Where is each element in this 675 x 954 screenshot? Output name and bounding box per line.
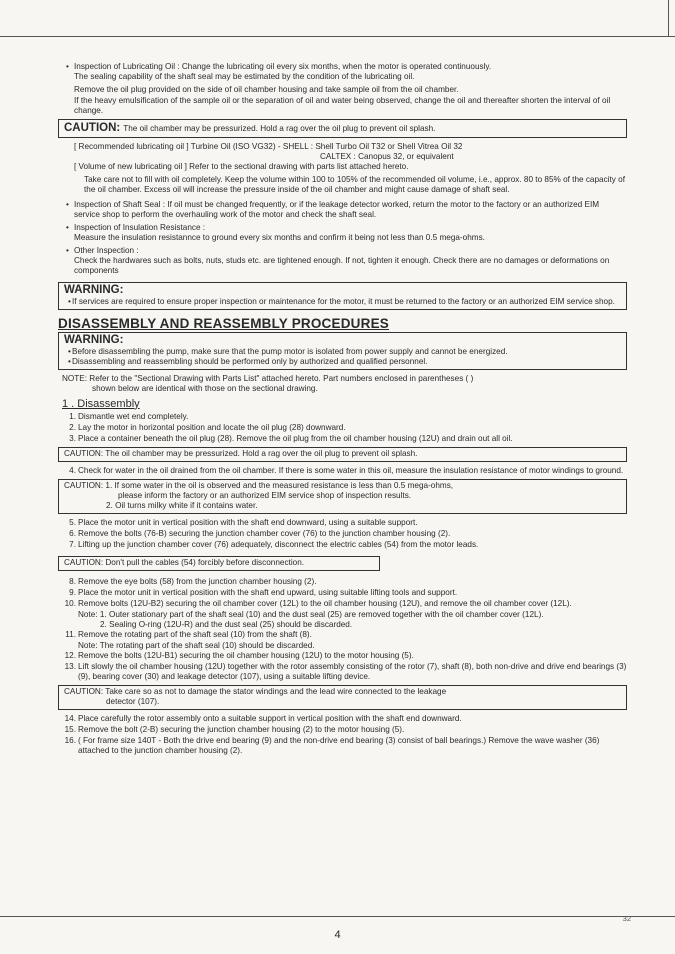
recommended-oil [62,142,627,172]
warning-box-disassembly [58,332,627,370]
warning-services-span: If services are required to ensure proper inspection or maintenance for the motor, it must be returned to the factory or an authorized EIM service shop. [72,296,615,306]
lubricating-oil-bullet [62,62,627,82]
step-text: Place the motor unit in vertical position with the shaft end upward, using suitable lifting tools and support. [78,588,458,598]
step-16 [62,736,627,756]
steps-12-13 [62,651,627,682]
other-text: Check the hardwares such as bolts, nuts, studs etc. are tightened enough. If not, tighten it enough. Check there are no damages or deformations on components [74,256,610,276]
warning-services-text [64,297,621,307]
step11-note: Note: The rotating part of the shaft seal (10) should be discarded. [78,641,315,651]
caution3-line-3: 2. Oil turns milky white if it contains water. [106,501,258,511]
insulation-text: Measure the insulation resistannce to ground every six months and confirm it being not less than 0.5 mega-ohms. [74,233,485,243]
step-num: 15. [64,725,76,735]
step-text: Check for water in the oil drained from the oil chamber. If there is some water in this oil, measure the insulation resistance of motor windings to ground. [78,466,624,476]
step-13 [62,662,627,682]
content-area [58,62,627,757]
step-num: 6. [69,529,76,539]
step-num: 9. [69,588,76,598]
step-3 [62,434,627,444]
caution-box-stator [58,685,627,710]
step-num: 3. [69,434,76,444]
lub-line-2: The sealing capability of the shaft seal may be estimated by the condition of the lubricating oil. [74,72,415,81]
page-number-small: 32 [622,914,631,923]
step-text: Place a container beneath the oil plug (28). Remove the oil plug from the oil chamber housing (12U) and drain out all oil. [78,434,513,444]
caution-box-oil-pressure [58,119,627,138]
step-text: Lift slowly the oil chamber housing (12U) together with the rotor assembly consisting of the rotor (7), shaft (8), both non-drive and drive end bearings (3) (9), bearing cover (30) and leakage detector (107), using a suitable lifting device. [78,662,627,682]
step-10 [62,599,627,609]
step-8 [62,577,627,587]
lub-para-block [62,85,627,116]
warning-box-services [58,282,627,310]
subsection-disassembly: 1 . Disassembly [62,397,140,410]
caution-box-water [58,479,627,514]
caution5-line-1: CAUTION: Take care so as not to damage the stator windings and the lead wire connected to the leakage [64,687,447,697]
step-7 [62,540,627,550]
step-text: Remove the bolts (12U-B1) securing the oil chamber housing (12U) to the motor housing (5). [78,651,414,661]
step-9 [62,588,627,598]
shaft-seal-bullet [62,200,627,220]
bottom-rule [0,916,675,917]
right-edge-line [668,0,669,36]
steps-1-3 [62,412,627,444]
step-num: 5. [69,518,76,528]
step-text: Remove the bolts (76-B) securing the junction chamber cover (76) to the junction chamber housing (2). [78,529,451,539]
step-text: Remove the bolt (2-B) securing the junction chamber housing (2) to the motor housing (5). [78,725,405,735]
step-text: Remove the eye bolts (58) from the junction chamber housing (2). [78,577,317,587]
recommended-line-3: [ Volume of new lubricating oil ] Refer to the sectional drawing with parts list attached hereto. [74,162,409,172]
section-title: DISASSEMBLY AND REASSEMBLY PROCEDURES [58,315,389,331]
step-text: Dismantle wet end completely. [78,412,189,422]
lub-para-1: Remove the oil plug provided on the side of oil chamber housing and take sample oil from the oil chamber. [74,85,459,94]
step-num: 1. [69,412,76,422]
step-num: 2. [69,423,76,433]
steps-11 [62,630,627,640]
step-2 [62,423,627,433]
recommended-line-2: CALTEX : Canopus 32, or equivalent [320,152,454,162]
caution-box-drain [58,447,627,462]
warning2-item-2-text: Disassembling and reassembling should be performed only by authorized and qualified personnel. [72,356,428,366]
step10-note-2: 2. Sealing O-ring (12U-R) and the dust seal (25) should be discarded. [100,620,353,630]
step-text: Lay the motor in horizontal position and locate the oil plug (28) downward. [78,423,346,433]
steps-14-16 [62,714,627,756]
note-line-2: shown below are identical with those on the sectional drawing. [92,383,318,393]
step-num: 13. [64,662,76,672]
note-block [62,374,627,394]
warning-title: WARNING: [64,284,124,297]
step-num: 7. [69,540,76,550]
step-num: 12. [64,651,76,661]
step-text: Place carefully the rotor assembly onto a suitable support in vertical position with the shaft end downward. [78,714,462,724]
lub-para-2: If the heavy emulsification of the sample oil or the separation of oil and water being observed, change the oil and thereafter shorten the interval of oil change. [74,96,611,115]
steps-5-7 [62,518,627,550]
caution5-line-2: detector (107). [106,697,160,707]
step-num: 16. [64,736,76,746]
step-num: 14. [64,714,76,724]
warning2-title: WARNING: [64,334,124,347]
step-text: Lifting up the junction chamber cover (76) adequately, disconnect the electric cables (54) from the motor leads. [78,540,479,550]
warning2-item-2 [64,357,621,367]
recommended-line-1: [ Recommended lubricating oil ] Turbine Oil (ISO VG32) - SHELL : Shell Turbo Oil T32 or Shell Vitrea Oil 32 [74,142,463,152]
step-text: Place the motor unit in vertical position with the shaft end downward, using a suitable support. [78,518,418,528]
step-num: 11. [65,630,76,640]
step-15 [62,725,627,735]
step-11 [62,630,627,640]
top-rule [0,36,675,37]
step-text: ( For frame size 140T - Both the drive end bearing (9) and the non-drive end bearing (3) consist of ball bearings.) Remove the wave washer (36) attached to the junction chamber housing (2). [78,736,600,756]
page-number: 4 [334,929,341,941]
step-4 [62,466,627,476]
step-num: 10. [64,599,76,609]
step-text: Remove the rotating part of the shaft seal (10) from the shaft (8). [78,630,312,640]
step-text: Remove bolts (12U-B2) securing the oil chamber cover (12L) to the oil chamber housing (12U), and remove the oil chamber cover (12L). [78,599,572,609]
caution-box-cables [58,556,380,571]
step-12 [62,651,627,661]
other-title: • Other Inspection : [74,246,139,256]
insulation-title: • Inspection of Insulation Resistance : [74,223,206,233]
step-num: 8. [69,577,76,587]
note-line-1: NOTE: Refer to the "Sectional Drawing with Parts List" attached hereto. Part numbers enclosed in parentheses ( ) [62,373,474,383]
step10-note-1: Note: 1. Outer stationary part of the shaft seal (10) and the dust seal (25) are removed together with the oil chamber cover (12L). [78,610,544,620]
steps-8-10 [62,577,627,609]
steps-4 [62,466,627,476]
caution3-line-2: please inform the factory or an authorized EIM service shop of inspection results. [118,491,412,501]
step-14 [62,714,627,724]
caution4-text: CAUTION: Don't pull the cables (54) forcibly before disconnection. [64,558,305,568]
warning2-item-1-text: Before disassembling the pump, make sure that the pump motor is isolated from power supply and cannot be energized. [72,346,508,356]
warning2-item-1 [64,347,621,357]
caution-text: The oil chamber may be pressurized. Hold a rag over the oil plug to prevent oil splash. [123,124,436,133]
caution-label: CAUTION: [64,122,121,134]
insulation-bullet [62,223,627,243]
fill-note-text: Take care not to fill with oil completely. Keep the volume within 100 to 105% of the recommended oil volume, i.e., approx. 80 to 85% of the capacity of the oil chamber. Excess oil will increase the pressure inside of the oil chamber and might cause damage of shaft seal. [84,175,625,195]
fill-note [62,175,627,195]
shaft-seal-text: • Inspection of Shaft Seal : If oil must be changed frequently, or if the leakage detector worked, return the motor to the factory or an authorized EIM service shop to perform the overhauling work of the motor and check the shaft seal. [74,200,600,220]
step-5 [62,518,627,528]
caution2-text: CAUTION: The oil chamber may be pressurized. Hold a rag over the oil plug to prevent oil splash. [64,449,418,459]
other-inspection-bullet [62,246,627,276]
step10-notes [62,610,627,630]
step-6 [62,529,627,539]
step-num: 4. [69,466,76,476]
step-1 [62,412,627,422]
lub-line-1: • Inspection of Lubricating Oil : Change the lubricating oil every six months, when the motor is operated continuously. [74,62,492,71]
caution3-line-1: CAUTION: 1. If some water in the oil is observed and the measured resistance is less than 0.5 mega-ohms, [64,481,454,491]
